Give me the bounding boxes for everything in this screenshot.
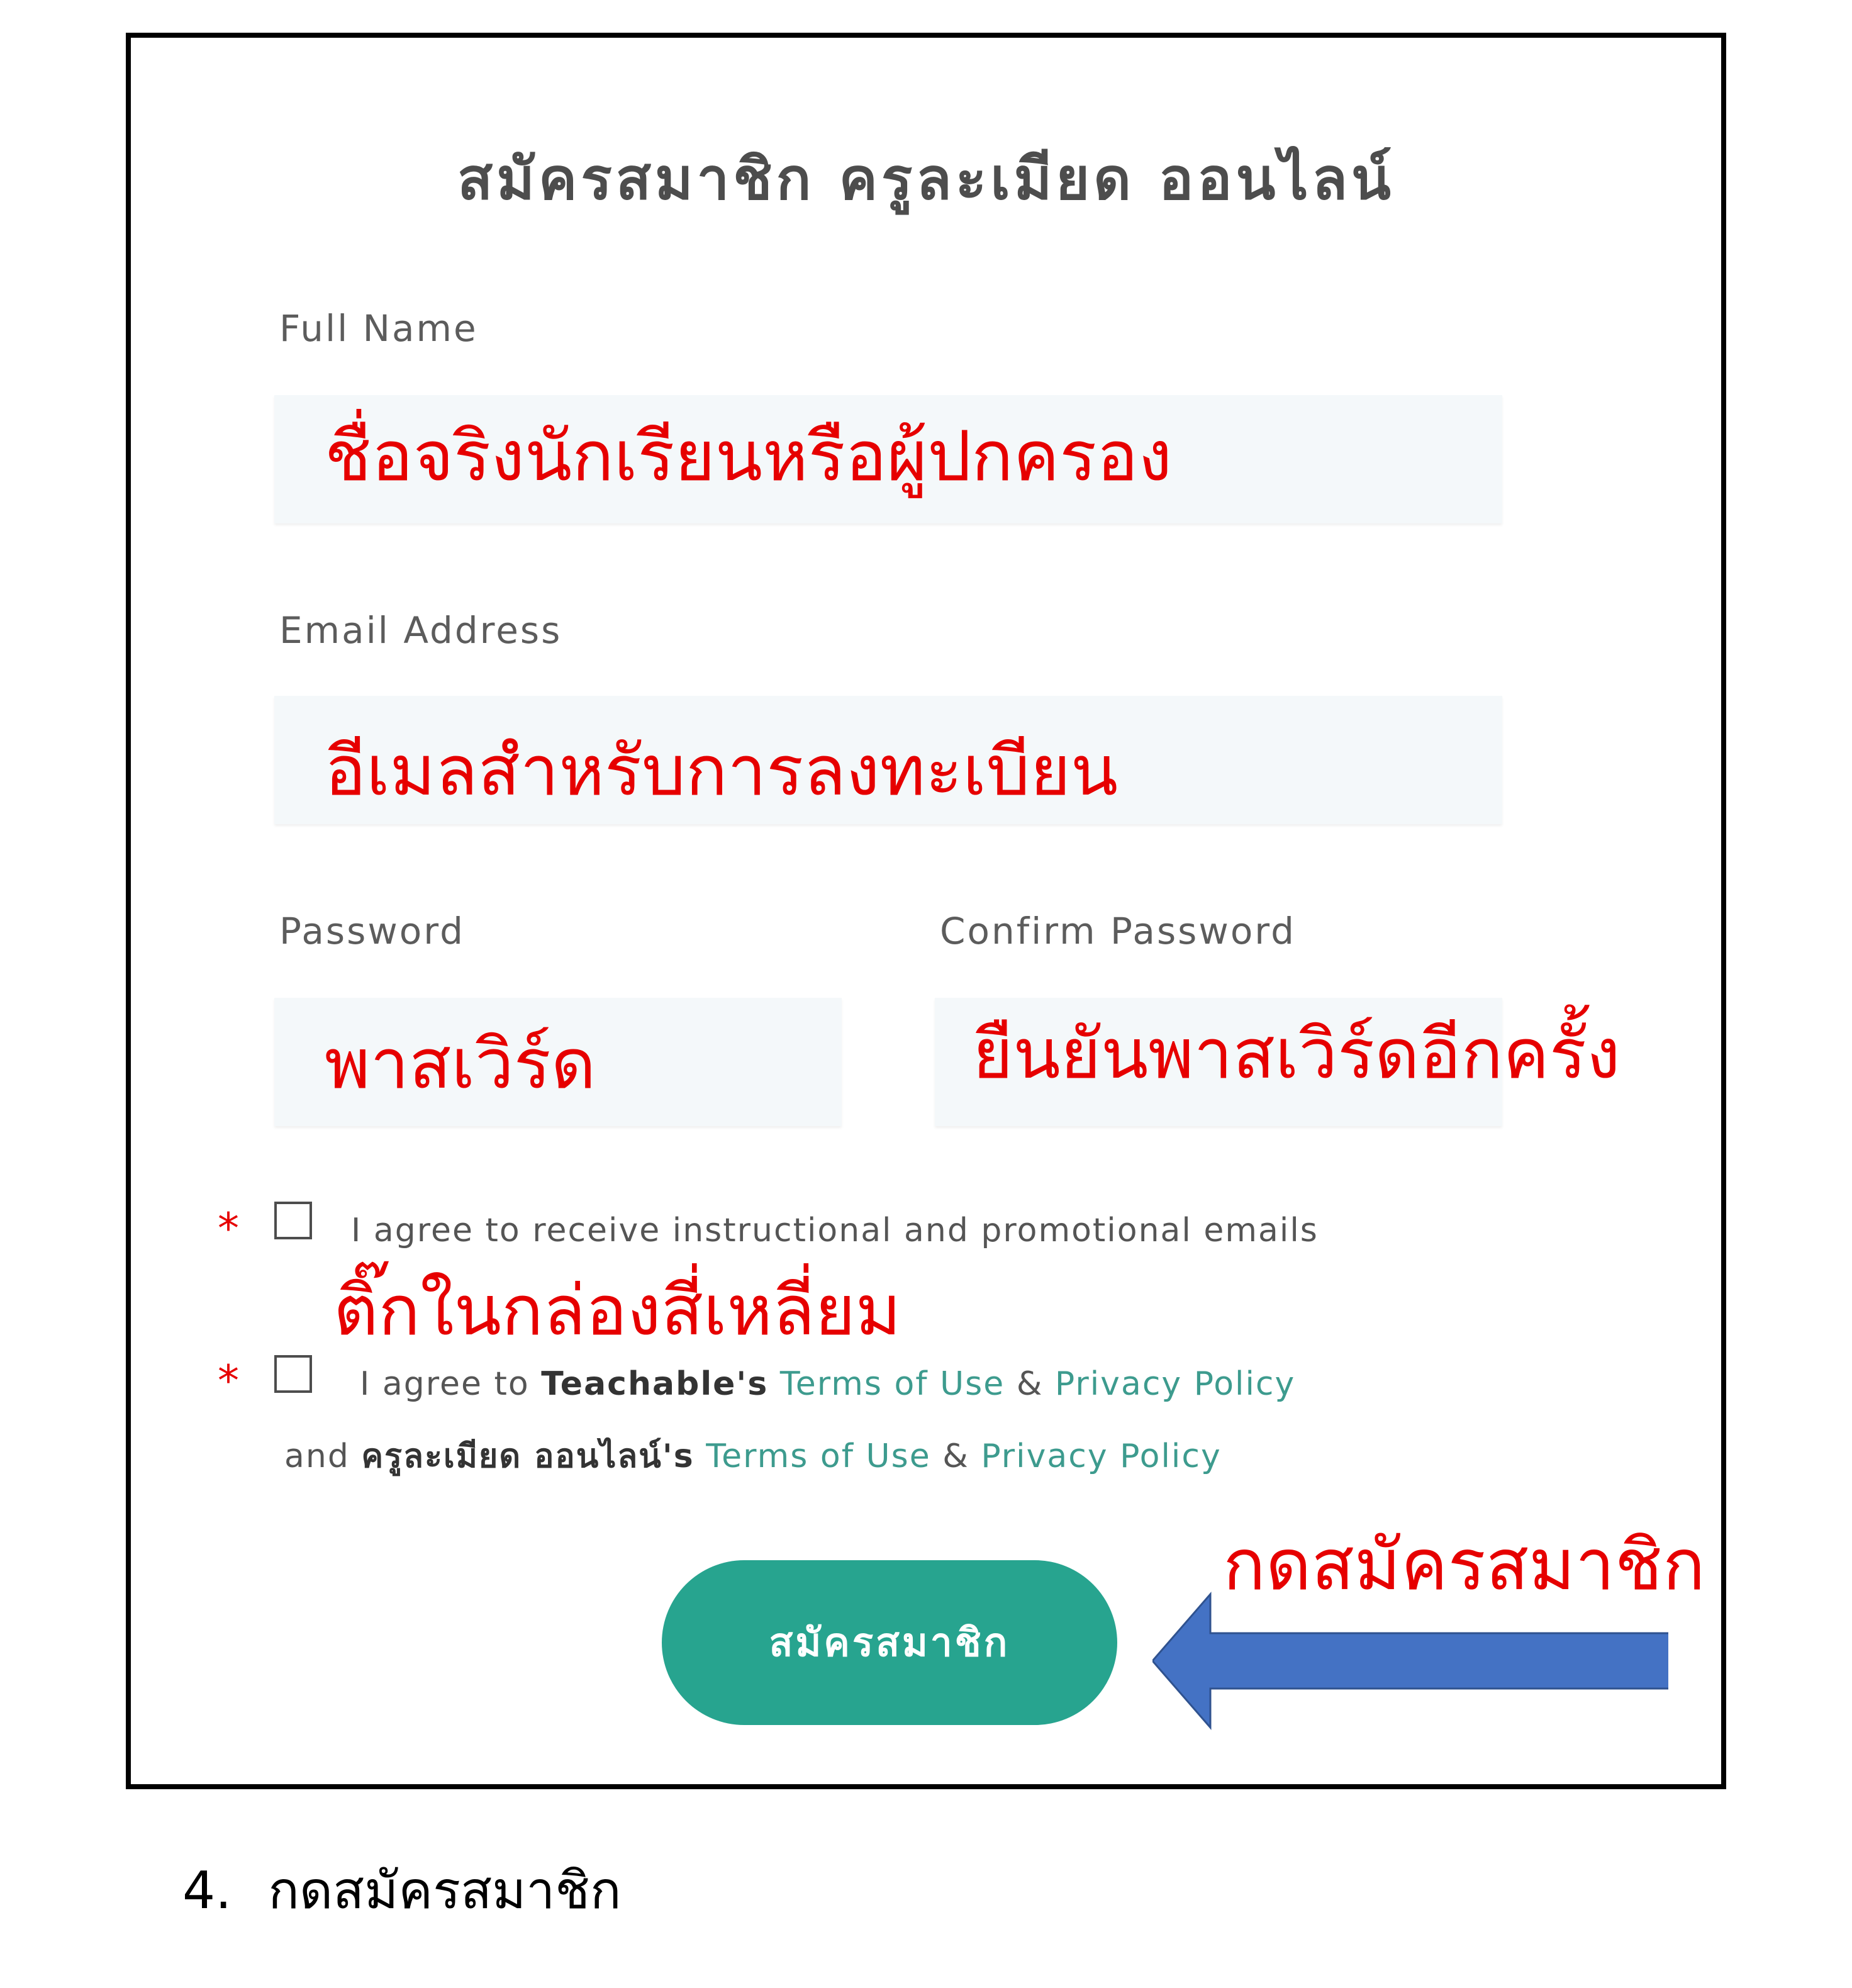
required-asterisk: *	[218, 1356, 239, 1406]
terms-checkbox[interactable]	[274, 1355, 312, 1393]
terms-label-line1	[360, 1365, 1295, 1403]
screenshot-frame	[126, 33, 1726, 1789]
password-label: Password	[279, 910, 465, 952]
step-number: 4.	[182, 1861, 232, 1921]
step-text: กดสมัครสมาชิก	[268, 1861, 622, 1921]
email-annotation: อีเมลสำหรับการลงทะเบียน	[325, 730, 1118, 811]
full-name-label: Full Name	[279, 307, 478, 350]
signup-button[interactable]: สมัครสมาชิก	[662, 1560, 1117, 1725]
promo-emails-checkbox[interactable]	[274, 1202, 312, 1239]
promo-emails-label: I agree to receive instructional and promotional emails	[351, 1212, 1319, 1249]
required-asterisk: *	[218, 1204, 239, 1254]
confirm-password-annotation: ยืนยันพาสเวิร์ดอีกครั้ง	[973, 1014, 1620, 1094]
submit-annotation: กดสมัครสมาชิก	[1223, 1524, 1705, 1606]
school-privacy-link[interactable]: Privacy Policy	[981, 1438, 1222, 1475]
form-title: สมัครสมาชิก ครูละเมียด ออนไลน์	[457, 145, 1395, 213]
and-text: and	[284, 1438, 362, 1475]
terms-label-line2	[284, 1429, 1222, 1482]
password-annotation: พาสเวิร์ด	[325, 1024, 596, 1104]
school-terms-link[interactable]: Terms of Use	[706, 1438, 931, 1475]
pointer-arrow-icon	[1152, 1585, 1668, 1736]
email-label: Email Address	[279, 609, 562, 652]
privacy-policy-link[interactable]: Privacy Policy	[1054, 1365, 1296, 1403]
school-name: ครูละเมียด ออนไลน์'s	[361, 1438, 694, 1475]
ampersand: &	[942, 1438, 969, 1475]
full-name-annotation: ชื่อจริงนักเรียนหรือผู้ปกครอง	[325, 416, 1173, 496]
step-caption	[182, 1850, 622, 1931]
confirm-password-label: Confirm Password	[940, 910, 1296, 952]
checkbox-annotation: ติ๊กในกล่องสี่เหลี่ยม	[333, 1270, 901, 1351]
ampersand: &	[1016, 1365, 1044, 1403]
terms-of-use-link[interactable]: Terms of Use	[779, 1365, 1005, 1403]
terms-prefix: I agree to	[360, 1365, 542, 1403]
teachable-name: Teachable's	[541, 1365, 769, 1403]
